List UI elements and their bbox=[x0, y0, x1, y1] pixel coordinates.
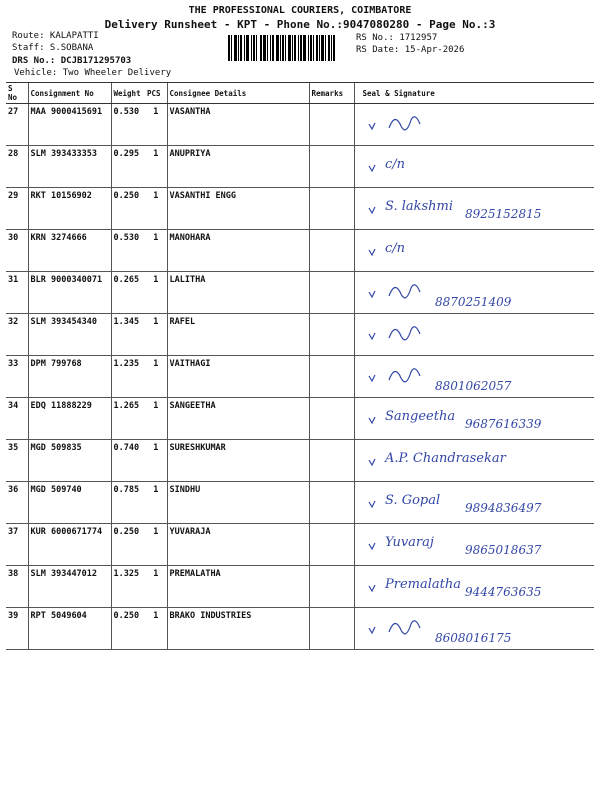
consignment-no-cell: KRN 3274666 bbox=[28, 230, 111, 272]
pcs-cell: 1 bbox=[145, 482, 167, 524]
handwritten-signature bbox=[355, 314, 595, 354]
sno-cell: 31 bbox=[6, 272, 28, 314]
pcs-cell: 1 bbox=[145, 356, 167, 398]
signature-text: Yuvaraj bbox=[384, 535, 434, 550]
handwritten-signature bbox=[355, 188, 595, 228]
table-row bbox=[6, 314, 594, 356]
remarks-cell bbox=[309, 482, 354, 524]
consignment-no-cell: RPT 5049604 bbox=[28, 608, 111, 650]
weight-cell: 0.265 bbox=[111, 272, 145, 314]
signature-cell bbox=[354, 230, 594, 272]
signature-phone: 8925152815 bbox=[464, 207, 541, 221]
weight-cell: 0.295 bbox=[111, 146, 145, 188]
remarks-cell bbox=[309, 104, 354, 146]
signature-phone: 9865018637 bbox=[464, 543, 541, 557]
remarks-cell bbox=[309, 440, 354, 482]
weight-cell: 0.530 bbox=[111, 230, 145, 272]
signature-cell bbox=[354, 188, 594, 230]
signature-cell bbox=[354, 398, 594, 440]
consignment-no-cell: SLM 393447012 bbox=[28, 566, 111, 608]
sno-cell: 27 bbox=[6, 104, 28, 146]
col-pcs: PCS bbox=[145, 83, 167, 104]
signature-phone: 8801062057 bbox=[434, 379, 511, 393]
weight-cell: 0.250 bbox=[111, 188, 145, 230]
pcs-cell: 1 bbox=[145, 524, 167, 566]
signature-text: Premalatha bbox=[384, 577, 461, 592]
consignment-no-cell: MGD 509740 bbox=[28, 482, 111, 524]
consignee-name-cell: MANOHARA bbox=[167, 230, 309, 272]
signature-text: c/n bbox=[384, 241, 405, 256]
rs-number: RS No.: 1712957 bbox=[356, 33, 438, 43]
consignment-no-cell: EDQ 11888229 bbox=[28, 398, 111, 440]
tick-mark bbox=[369, 459, 375, 465]
handwritten-signature bbox=[355, 524, 595, 564]
signature-cell bbox=[354, 440, 594, 482]
handwritten-signature bbox=[355, 146, 595, 186]
tick-mark bbox=[369, 585, 375, 591]
tick-mark bbox=[369, 123, 375, 129]
pcs-cell: 1 bbox=[145, 566, 167, 608]
table-row bbox=[6, 104, 594, 146]
weight-cell: 1.235 bbox=[111, 356, 145, 398]
signature-text: c/n bbox=[384, 157, 405, 172]
tick-mark bbox=[369, 333, 375, 339]
consignee-name-cell: PREMALATHA bbox=[167, 566, 309, 608]
signature-text: A.P. Chandrasekar bbox=[384, 451, 506, 466]
tick-mark bbox=[369, 375, 375, 381]
pcs-cell: 1 bbox=[145, 146, 167, 188]
consignee-name-cell: SURESHKUMAR bbox=[167, 440, 309, 482]
consignee-name-cell: BRAKO INDUSTRIES bbox=[167, 608, 309, 650]
consignment-no-cell: MGD 509835 bbox=[28, 440, 111, 482]
handwritten-signature bbox=[355, 482, 595, 522]
consignment-no-cell: MAA 9000415691 bbox=[28, 104, 111, 146]
pcs-cell: 1 bbox=[145, 440, 167, 482]
consignment-no-cell: RKT 10156902 bbox=[28, 188, 111, 230]
sno-cell: 30 bbox=[6, 230, 28, 272]
consignment-no-cell: BLR 9000340071 bbox=[28, 272, 111, 314]
runsheet-title: Delivery Runsheet - KPT - Phone No.:9047080280 - Page No.:3 bbox=[104, 18, 496, 31]
sno-cell: 39 bbox=[6, 608, 28, 650]
sno-cell: 38 bbox=[6, 566, 28, 608]
drs-label: DRS No.: DCJB171295703 bbox=[12, 56, 132, 66]
remarks-cell bbox=[309, 566, 354, 608]
signature-text: Sangeetha bbox=[384, 409, 455, 424]
handwritten-signature bbox=[355, 104, 595, 144]
signature-cell bbox=[354, 314, 594, 356]
signature-text: S. lakshmi bbox=[384, 199, 453, 214]
pcs-cell: 1 bbox=[145, 104, 167, 146]
signature-cell bbox=[354, 524, 594, 566]
company-title: THE PROFESSIONAL COURIERS, COIMBATORE bbox=[188, 5, 412, 16]
weight-cell: 1.265 bbox=[111, 398, 145, 440]
handwritten-signature bbox=[355, 398, 595, 438]
weight-cell: 1.345 bbox=[111, 314, 145, 356]
pcs-cell: 1 bbox=[145, 398, 167, 440]
tick-mark bbox=[369, 207, 375, 213]
consignment-no-cell: SLM 393433353 bbox=[28, 146, 111, 188]
remarks-cell bbox=[309, 314, 354, 356]
signature-phone: 9444763635 bbox=[464, 585, 541, 599]
signature-cell bbox=[354, 272, 594, 314]
consignee-name-cell: VAITHAGI bbox=[167, 356, 309, 398]
consignee-name-cell: YUVARAJA bbox=[167, 524, 309, 566]
tick-mark bbox=[369, 417, 375, 423]
tick-mark bbox=[369, 501, 375, 507]
handwritten-signature bbox=[355, 566, 595, 606]
route-label: Route: KALAPATTI bbox=[12, 31, 99, 41]
sno-cell: 37 bbox=[6, 524, 28, 566]
consignee-name-cell: SANGEETHA bbox=[167, 398, 309, 440]
signature-cell bbox=[354, 482, 594, 524]
sno-cell: 33 bbox=[6, 356, 28, 398]
signature-cell bbox=[354, 608, 594, 650]
handwritten-signature bbox=[355, 356, 595, 396]
remarks-cell bbox=[309, 230, 354, 272]
table-row bbox=[6, 566, 594, 608]
table-row bbox=[6, 440, 594, 482]
sno-cell: 32 bbox=[6, 314, 28, 356]
remarks-cell bbox=[309, 146, 354, 188]
consignee-name-cell: RAFEL bbox=[167, 314, 309, 356]
table-row bbox=[6, 482, 594, 524]
signature-phone: 9894836497 bbox=[464, 501, 541, 515]
staff-label: Staff: S.SOBANA bbox=[12, 43, 94, 53]
tick-mark bbox=[369, 627, 375, 633]
col-seal-signature: Seal & Signature bbox=[354, 83, 594, 104]
weight-cell: 1.325 bbox=[111, 566, 145, 608]
pcs-cell: 1 bbox=[145, 272, 167, 314]
weight-cell: 0.740 bbox=[111, 440, 145, 482]
table-row bbox=[6, 356, 594, 398]
table-row bbox=[6, 146, 594, 188]
signature-scribble bbox=[389, 327, 420, 340]
consignee-name-cell: LALITHA bbox=[167, 272, 309, 314]
consignment-no-cell: SLM 393454340 bbox=[28, 314, 111, 356]
remarks-cell bbox=[309, 272, 354, 314]
table-row bbox=[6, 524, 594, 566]
signature-phone: 8870251409 bbox=[434, 295, 511, 309]
table-header-row bbox=[6, 83, 594, 104]
table-row bbox=[6, 272, 594, 314]
signature-scribble bbox=[389, 369, 420, 382]
remarks-cell bbox=[309, 398, 354, 440]
col-consignee-details: Consignee Details bbox=[167, 83, 309, 104]
remarks-cell bbox=[309, 188, 354, 230]
consignee-name-cell: VASANTHI ENGG bbox=[167, 188, 309, 230]
sno-cell: 35 bbox=[6, 440, 28, 482]
handwritten-signature bbox=[355, 272, 595, 312]
weight-cell: 0.250 bbox=[111, 524, 145, 566]
barcode bbox=[228, 35, 352, 61]
sno-cell: 36 bbox=[6, 482, 28, 524]
col-consignment-no: Consignment No bbox=[28, 83, 111, 104]
vehicle-label: Vehicle: Two Wheeler Delivery bbox=[14, 68, 172, 78]
signature-phone: 9687616339 bbox=[464, 417, 541, 431]
pcs-cell: 1 bbox=[145, 608, 167, 650]
pcs-cell: 1 bbox=[145, 188, 167, 230]
signature-cell bbox=[354, 356, 594, 398]
sno-cell: 28 bbox=[6, 146, 28, 188]
consignee-name-cell: ANUPRIYA bbox=[167, 146, 309, 188]
table-row bbox=[6, 608, 594, 650]
consignee-name-cell: SINDHU bbox=[167, 482, 309, 524]
signature-scribble bbox=[389, 285, 420, 298]
signature-scribble bbox=[389, 621, 420, 634]
pcs-cell: 1 bbox=[145, 314, 167, 356]
signature-phone: 8608016175 bbox=[434, 631, 511, 645]
weight-cell: 0.785 bbox=[111, 482, 145, 524]
handwritten-signature bbox=[355, 440, 595, 480]
pcs-cell: 1 bbox=[145, 230, 167, 272]
weight-cell: 0.530 bbox=[111, 104, 145, 146]
sno-cell: 29 bbox=[6, 188, 28, 230]
tick-mark bbox=[369, 543, 375, 549]
sno-cell: 34 bbox=[6, 398, 28, 440]
remarks-cell bbox=[309, 524, 354, 566]
table-row bbox=[6, 398, 594, 440]
col-sno: S No bbox=[6, 83, 28, 104]
signature-scribble bbox=[389, 117, 420, 130]
consignment-no-cell: DPM 799768 bbox=[28, 356, 111, 398]
weight-cell: 0.250 bbox=[111, 608, 145, 650]
tick-mark bbox=[369, 165, 375, 171]
col-remarks: Remarks bbox=[309, 83, 354, 104]
signature-cell bbox=[354, 104, 594, 146]
consignee-name-cell: VASANTHA bbox=[167, 104, 309, 146]
tick-mark bbox=[369, 249, 375, 255]
remarks-cell bbox=[309, 356, 354, 398]
consignment-no-cell: KUR 6000671774 bbox=[28, 524, 111, 566]
col-weight: Weight bbox=[111, 83, 145, 104]
signature-text: S. Gopal bbox=[384, 493, 440, 508]
handwritten-signature bbox=[355, 230, 595, 270]
table-row bbox=[6, 230, 594, 272]
runsheet-table bbox=[6, 82, 594, 650]
rs-date: RS Date: 15-Apr-2026 bbox=[356, 45, 465, 55]
tick-mark bbox=[369, 291, 375, 297]
remarks-cell bbox=[309, 608, 354, 650]
table-row bbox=[6, 188, 594, 230]
handwritten-signature bbox=[355, 608, 595, 648]
signature-cell bbox=[354, 566, 594, 608]
signature-cell bbox=[354, 146, 594, 188]
